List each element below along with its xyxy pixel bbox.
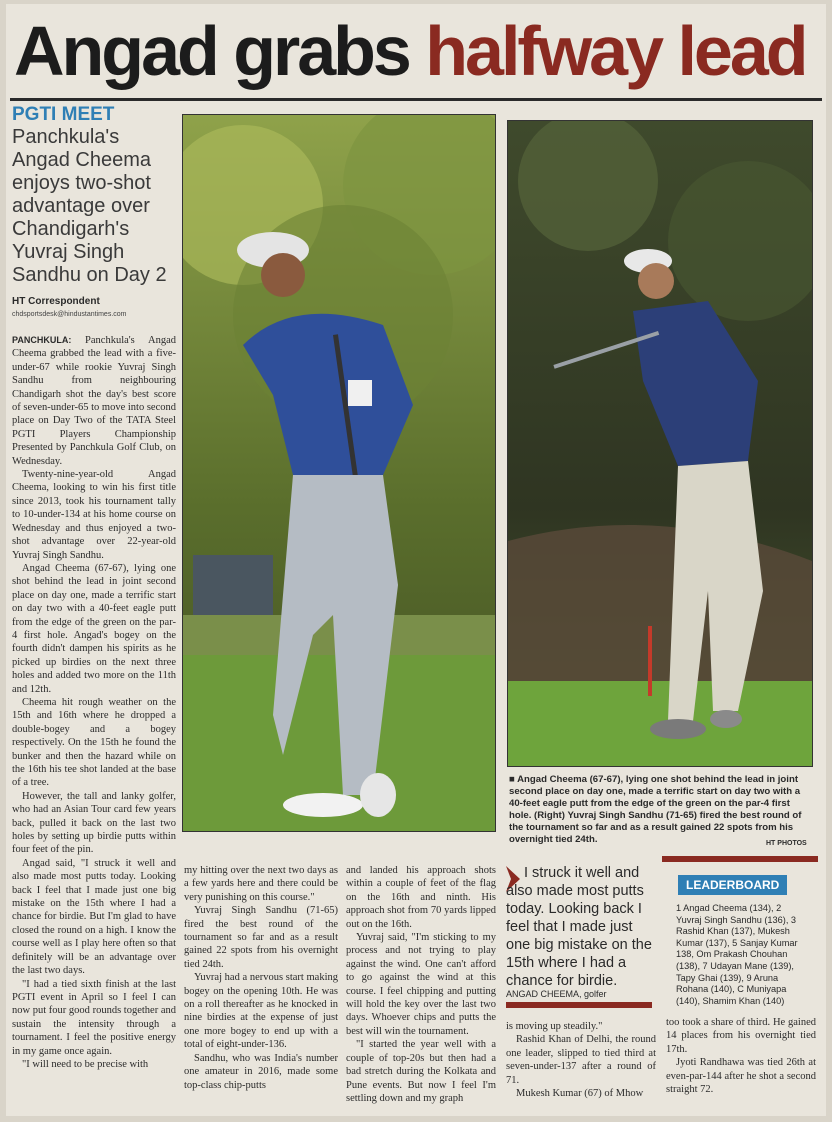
kicker: PGTI MEET [12,104,115,125]
article-paragraph: Yuvraj had a nervous start making bogey on the opening 10th. He was on a roll thereafter as he knocked in nine birdies at the expense of just one more bogey to end up with a total of eight-under-136. [184,972,338,1051]
article-paragraph: Yuvraj said, "I'm sticking to my process and not trying to play against the wind. One can't afford to go against the wind at this course. I feel chipping and putting will hold the key over the last two days. Whoever chips and putts the best will win the tournament. [346,932,496,1037]
article-column-5 [666,1016,816,1114]
article-paragraph: However, the tall and lanky golfer, who had an Asian Tour card few years back, pulled it back on the last two holes by setting up birdie putts within four feet of the pin. [12,790,176,856]
article-paragraph: Angad Cheema (67-67), lying one shot behind the lead in joint second place on day one, made a terrific start on day two with a 40-feet eagle putt from the edge of the green on the par-4 first hole. Angad's bogey on the fourth didn't dampen his spirits as he picked up birdies on the next three holes and added two more on the 11th and 12th. [12,562,176,695]
article-paragraph: Rashid Khan of Delhi, the round one leader, slipped to tied third at seven-under-137 after a round of 71. [506,1034,656,1086]
article-paragraph: Angad said, "I struck it well and also made most putts today. Looking back I feel that I made just one big mistake on the 15th where I had a chance for birdie. But I'm glad to have closed the round on a high. I know the course well as I play here often so that definitely will be an advantage over the last two days. [12,857,176,977]
article-paragraph: Mukesh Kumar (67) of Mhow [516,1088,644,1100]
article-paragraph: PANCHKULA: Panchkula's Angad Cheema grabbed the lead with a five-under-67 while rookie Yuvraj Singh Sandhu from neighbouring Chandigarh shot the day's best score of seven-under-65 to move into second place on Day Two of the TATA Steel PGTI Players Championship Presented by Panchkula Golf Club, on Wednesday. [12,335,176,467]
article-column-1 [12,334,176,1114]
article-paragraph: my hitting over the next two days as a few yards here and there could be very punishing on this course." [184,865,338,903]
pull-quote-bottom-bar [506,1002,652,1008]
byline: HT Correspondent [12,296,100,307]
article-paragraph: too took a share of third. He gained 14 places from his overnight tied 17th. [666,1017,816,1055]
article-paragraph: "I had a tied sixth finish at the last PGTI event in April so I feel I can now put four good rounds together and sustain the intensity through a tournament. I feel the positive energy in my game once again. [12,978,176,1057]
photo-yuvraj-singh-sandhu [507,120,813,767]
article-paragraph: Yuvraj Singh Sandhu (71-65) fired the best round of the tournament so far and as a result gained 22 spots from his overnight tied 24th. [184,905,338,970]
golfer-photo-1-image [183,115,495,831]
pull-quote: I struck it well and also made most putts today. Looking back I feel that I made just one big mistake on the 15th where I had a chance for birdie. [506,865,652,989]
dateline: PANCHKULA: [12,335,86,345]
golfer-photo-2-image [508,121,812,766]
leaderboard-list: 1 Angad Cheema (134), 2 Yuvraj Singh Sandhu (136), 3 Rashid Khan (137), Mukesh Kumar (137), 5 Sanjay Kumar 138, Om Prakash Chouhan (138), 7 Udayan Mane (139), Tapy Ghai (139), 9 Aruna Rohana (140), C Muniyapa (140), Shamim Khan (140) [676,903,798,1006]
photo-caption: ■ Angad Cheema (67-67), lying one shot behind the lead in joint second place on day one, made a terrific start on day two with a 40-feet eagle putt from the edge of the green on the par-4 first hole. (Right) Yuvraj Singh Sandhu (71-65) fired the best round of the tournament so far and as a result gained 22 spots from his overnight tied 24th. [509,774,802,845]
article-paragraph: Jyoti Randhawa was tied 26th at even-par-144 after he shot a second straight 72. [666,1057,816,1096]
leaderboard-title: LEADERBOARD [678,875,787,895]
pull-quote-attribution: ANGAD CHEEMA, golfer [506,989,607,999]
article-column-2 [184,864,338,1114]
article-column-3 [346,864,496,1114]
photo-angad-cheema [182,114,496,832]
article-paragraph: Cheema hit rough weather on the 15th and 16th where he dropped a double-bogey and a bogey respectively. On the 15th he found the bunker and then the hazard while on the 16th his tee shot landed at the base of a tree. [12,696,176,789]
headline-part-1: Angad grabs [14,12,426,90]
article-paragraph: Sandhu, who was India's number one amateur in 2016, made some top-class chip-putts [184,1052,338,1091]
article-paragraph: "I started the year well with a couple of top-20s but then had a bad stretch during the Kolkata and Pune events. But now I feel I'm settling down and my graph [346,1039,496,1104]
article-paragraph: and landed his approach shots within a couple of feet of the flag on the 16th and ninth. His approach shot from 70 yards lipped out on the 16th. [346,865,496,930]
article-paragraph: "I will need to be precise with [22,1058,149,1070]
article-paragraph: is moving up steadily." [506,1021,603,1032]
headline-rule [10,98,822,101]
headline-part-2: halfway lead [425,12,806,90]
photo-credit: HT PHOTOS [766,840,807,847]
deck: Panchkula's Angad Cheema enjoys two-shot advantage over Chandigarh's Yuvraj Singh Sandhu on Day 2 [12,126,167,286]
newspaper-page [6,4,826,1116]
article-paragraph: Twenty-nine-year-old Angad Cheema, looking to win his first title since 2013, took his tournament tally to 10-under-134 at his home course on Wednesday and thus enjoyed a two-shot advantage over 22-year-old Yuvraj Singh Sandhu. [12,469,176,561]
byline-email: chdsportsdesk@hindustantimes.com [12,311,127,318]
headline [14,6,814,96]
article-column-4 [506,1020,656,1114]
